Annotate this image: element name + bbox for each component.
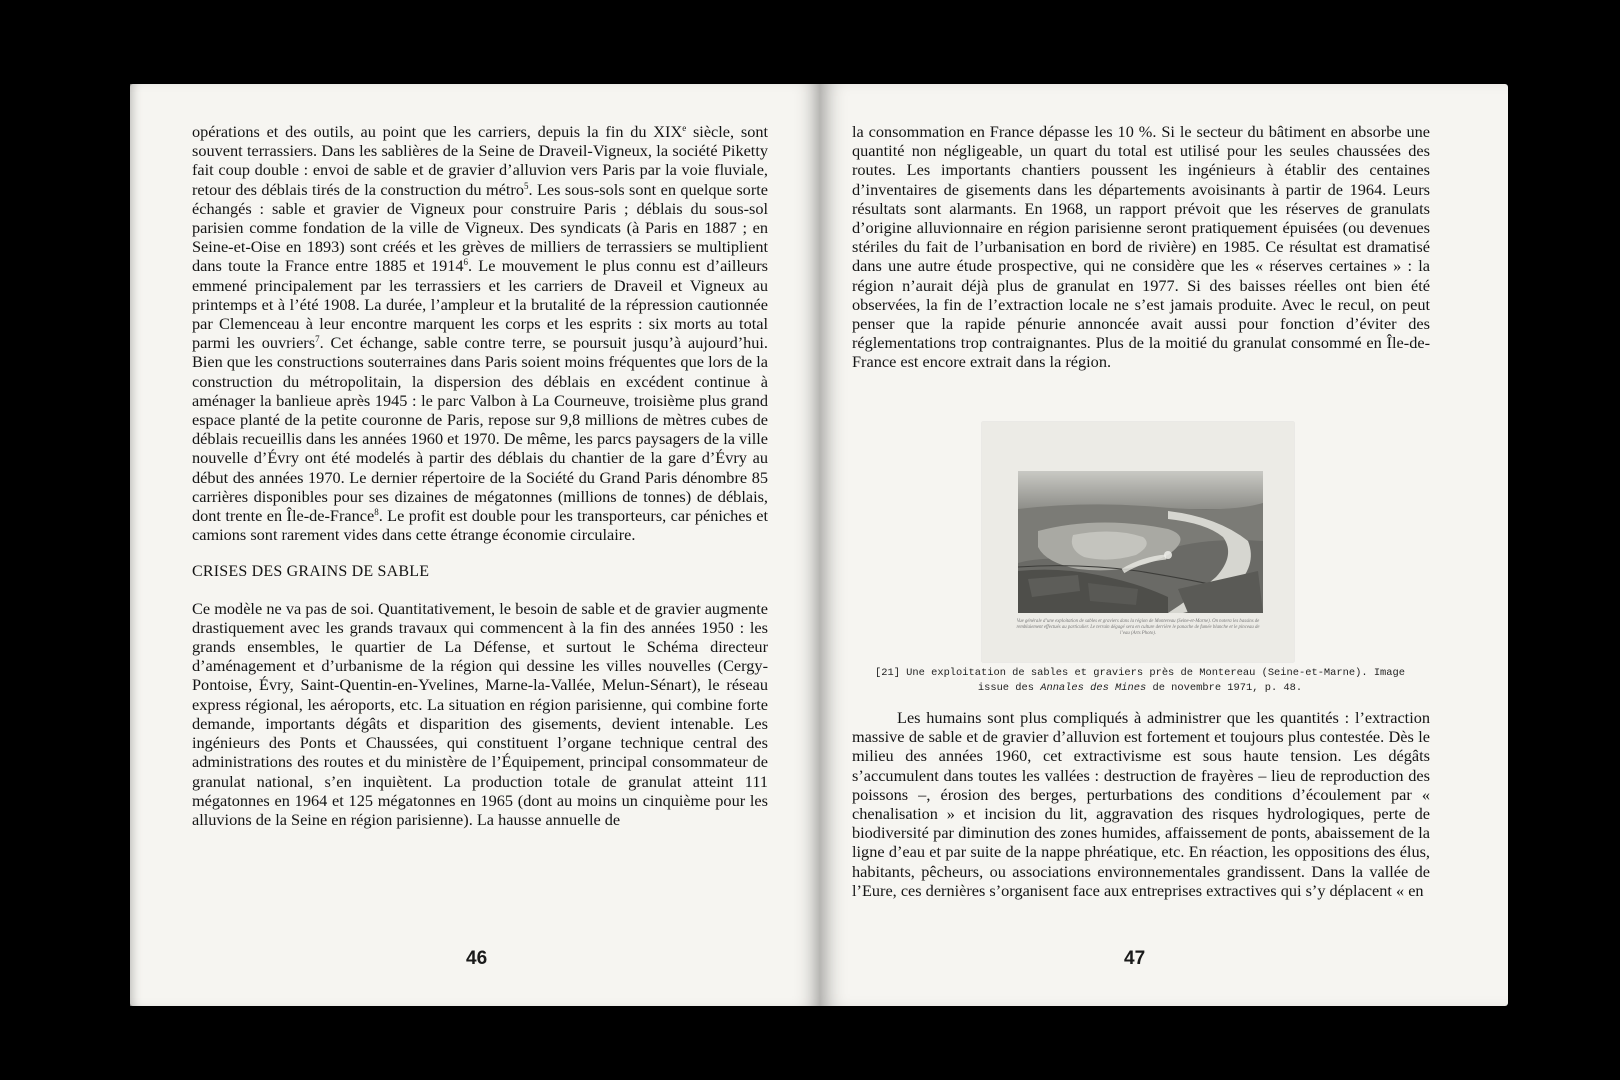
footnote-ref: 8 xyxy=(374,507,379,518)
caption-text: [21] Une exploitation de sables et graviers près de Montereau (Seine-et-Marne). Image issue des xyxy=(874,667,1405,694)
text-run: siècle, sont souvent terrassiers. Dans les sablières de la Seine de Draveil-Vigneux, la société Piketty fait coup double : envoi de sable et de gravier d’alluvion vers Paris par la voie fluviale, retour des déblais tirés de la construction du métro xyxy=(192,122,769,199)
page-number: 47 xyxy=(1124,948,1146,969)
right-text-top xyxy=(852,122,1430,372)
superscript: e xyxy=(682,123,687,133)
left-paragraph-2: Ce modèle ne va pas de soi. Quantitativement, le besoin de sable et de gravier augmente drastiquement avec les grands travaux qui commencent à la fin des années 1950 : les grands ensembles, le quartier de La Défense, et surtout le Schéma directeur d’aménagement et d’urbanisme de la région qui dessine les villes nouvelles (Cergy-Pontoise, Évry, Saint-Quentin-en-Yvelines, Marne-la-Vallée, Melun-Sénart), le réseau express régional, les aéroports, etc. La situation en région parisienne, qui combine forte demande, importants dégâts et disparition des gisements, devient intenable. Les ingénieurs des Ponts et Chaussées, qui constituent l’organe technique central des administrations des routes et du ministère de l’Équipement, principal consommateur de granulat national, s’en inquiètent. La production totale de granulat atteint 111 mégatonnes en 1964 et 125 mégatonnes en 1965 (dont au moins un cinquième pour les alluvions de la Seine en région parisienne). La hausse annuelle de xyxy=(192,598,768,829)
aerial-photo xyxy=(1018,471,1263,613)
footnote-ref: 7 xyxy=(315,334,320,345)
text-run: . Le profit est double pour les transporteurs, car péniches et camions sont rarement vides dans cette étrange économie circulaire. xyxy=(192,506,768,545)
left-page xyxy=(130,84,820,1006)
photo-caption: Vue générale d’une exploitation de sables et graviers dans la région de Montereau (Seine-et-Marne). On notera les bassins de remblaiement effectués au particulier. Le terrain dégagé sera en culture derrière le panache de fumée blanche et le pinceau de l’eau (Arts Photo). xyxy=(1016,619,1260,636)
caption-source-title: Annales des Mines xyxy=(1040,682,1147,694)
right-page xyxy=(820,84,1508,1006)
right-paragraph-2: Les humains sont plus compliqués à administrer que les quantités : l’extraction massive de sable et de gravier d’alluvion est fortement et toujours plus contestée. Dès le milieu des années 1960, cet extractivisme est sous haute tension. Les dégâts s’accumulent dans toutes les vallées : destruction de frayères – lieu de reproduction des poissons –, érosion des berges, perturbations des conditions d’écoulement par « chenalisation » et incision du lit, aggravation des risques hydrologiques, perte de biodiversité par diminution des zones humides, affaissement de ponts, abaissement de la ligne d’eau et par suite de la nappe phréatique, etc. En réaction, les oppositions des élus, habitants, pêcheurs, ou associations environnementales grandissent. Dans la vallée de l’Eure, ces dernières s’organisent face aux entreprises extractives qui s’y déplacent « en xyxy=(852,708,1430,900)
text-run: opérations et des outils, au point que les carriers, depuis la fin du XIX xyxy=(192,122,683,141)
footnote-ref: 6 xyxy=(463,257,468,268)
footnote-ref: 5 xyxy=(523,180,529,191)
section-heading: CRISES DES GRAINS DE SABLE xyxy=(192,563,430,581)
figure-card xyxy=(982,422,1294,662)
text-run: . Les sous-sols sont en quelque sorte échangés : sable et gravier de Vigneux pour construire Paris ; déblais du sous-sol parisien comme fondation de la ville de Vigneux. Des syndicats (à Paris en 1887 ; en Seine-et-Oise en 1893) sont créés et les grèves de milliers de terrassiers se multiplient dans toute la France entre 1885 et 1914 xyxy=(192,179,768,276)
left-text-column xyxy=(192,122,768,829)
left-paragraph-1 xyxy=(192,122,768,544)
text-run: . Cet échange, sable contre terre, se poursuit jusqu’à aujourd’hui. Bien que les constructions souterraines dans Paris soient moins fréquentes que lors de la construction du métropolitain, la dispersion des déblais en excédent continue à aménager la banlieue après 1945 : le parc Valbon à La Courneuve, troisième plus grand espace planté de la petite couronne de Paris, repose sur 9,8 millions de mètres cubes de déblais recueillis dans les années 1960 et 1970. De même, les parcs paysagers de la ville nouvelle d’Évry ont été modelés à partir des déblais du chantier de la gare d’Évry au début des années 1970. Le dernier répertoire de la Société du Grand Paris dénombre 85 carrières disponibles pour ses dizaines de mégatonnes (millions de tonnes) de déblais, dont trente en Île-de-France xyxy=(192,333,769,526)
right-paragraph-1: la consommation en France dépasse les 10 %. Si le secteur du bâtiment en absorbe une quantité non négligeable, un quart du total est utilisé pour les seules chaussées des routes. Les importants chantiers poussent les ingénieurs à établir des centaines d’inventaires de gisements dans les départements avoisinants à partir de 1964. Leurs résultats sont alarmants. En 1968, un rapport prévoit que les réserves de granulats d’origine alluvionnaire en région parisienne seront pratiquement épuisées (ou devenues stériles du fait de l’urbanisation en bord de rivière) en 1985. Ce résultat est dramatisé dans une autre étude prospective, qui ne considère que les « réserves certaines » : la région n’aurait déjà plus de granulat en 1977. Si des baisses réelles ont bien été observées, la fin de l’extraction locale ne s’est jamais produite. Avec le recul, on peut penser que la rapide pénurie annoncée avait aussi pour fonction d’éviter des réglementations trop contraignantes. Plus de la moitié du granulat consommé en Île-de-France est encore extrait dans la région. xyxy=(852,122,1430,372)
figure-caption xyxy=(870,666,1410,696)
page-number: 46 xyxy=(466,948,488,969)
right-text-bottom xyxy=(852,708,1430,900)
caption-text: de novembre 1971, p. 48. xyxy=(1146,682,1303,694)
text-run: . Le mouvement le plus connu est d’ailleurs emmené principalement par les terrassiers et les carriers de Draveil et Vigneux au printemps et à l’été 1908. La durée, l’ampleur et la brutalité de la répression cautionnée par Clemenceau à leur encontre marquent les corps et les esprits : six morts au total parmi les ouvriers xyxy=(192,256,768,353)
